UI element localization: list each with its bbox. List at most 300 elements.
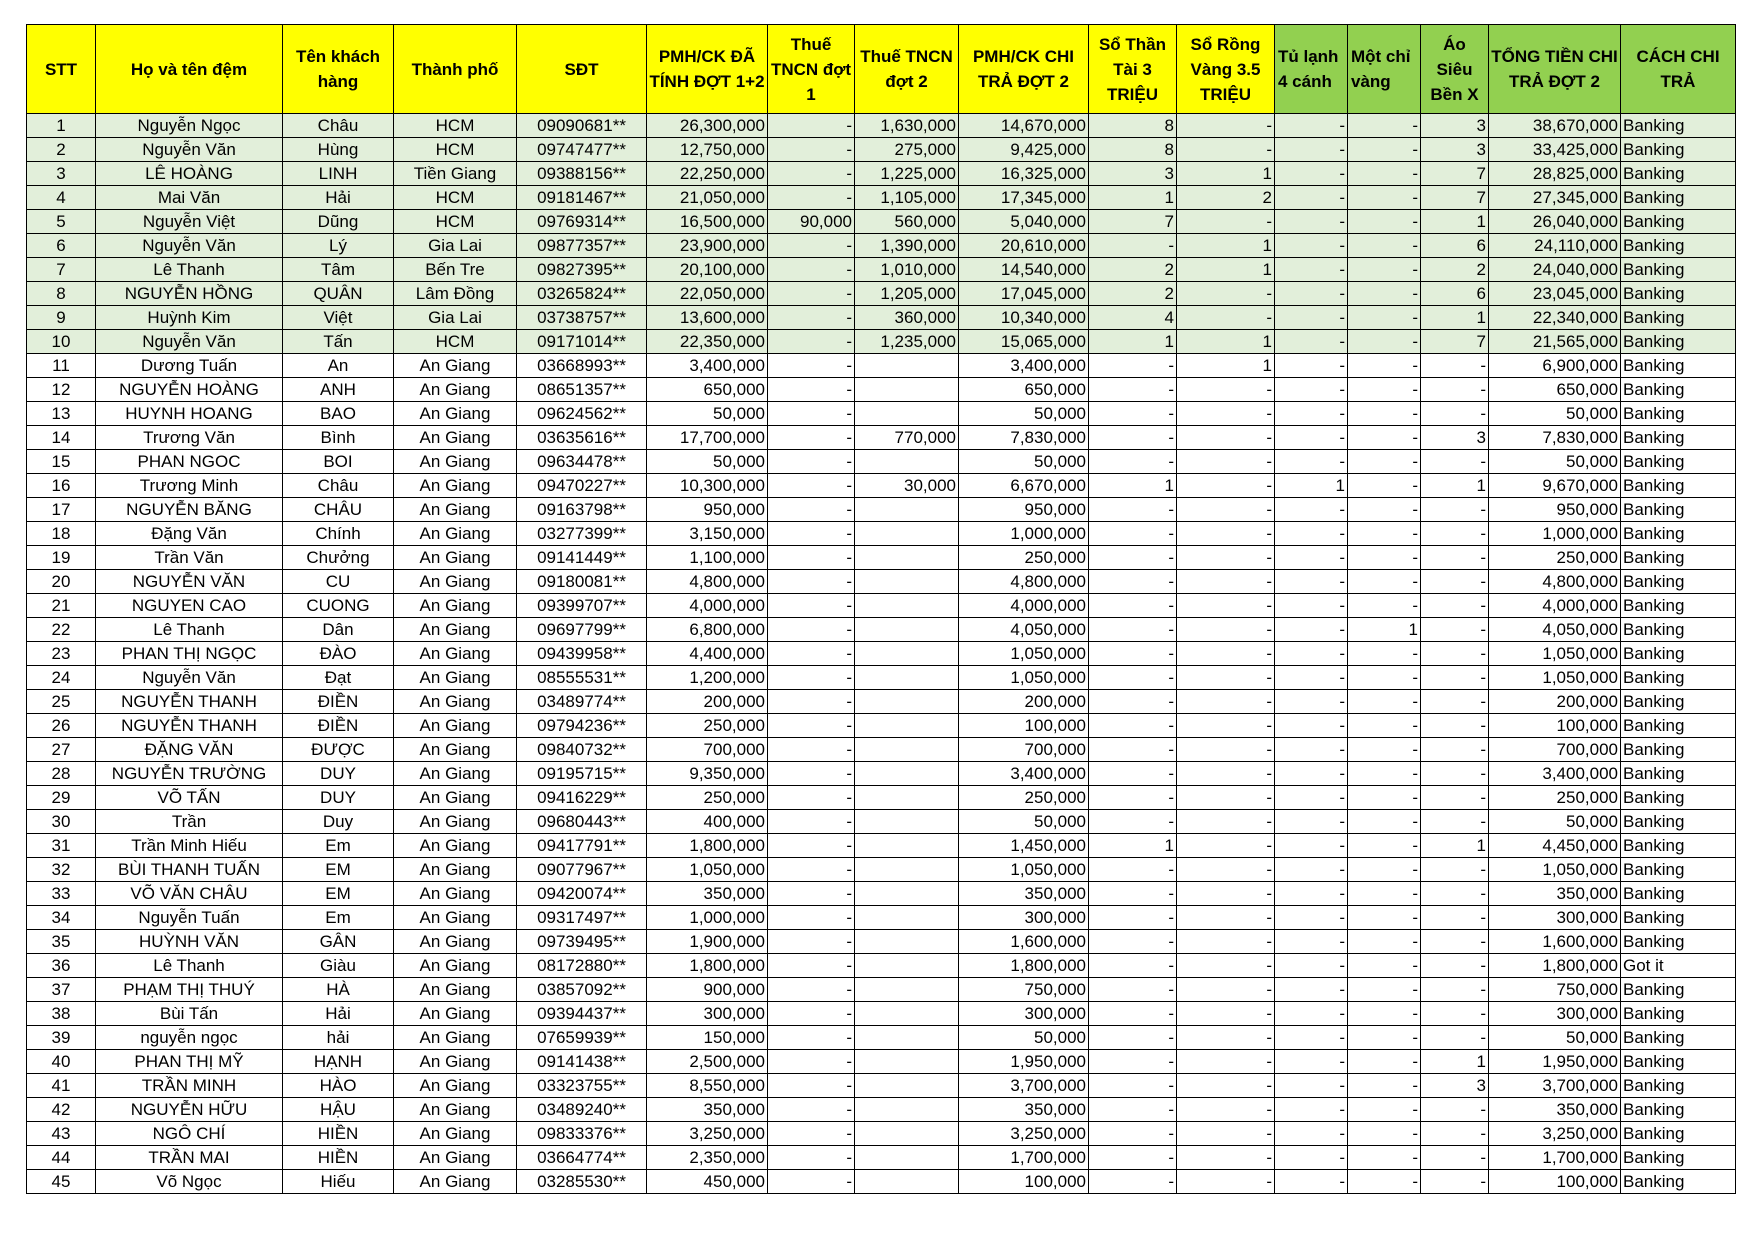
cell-than-tai-book: - [1089, 1146, 1177, 1170]
cell-middle-name: VÕ TẤN [96, 786, 283, 810]
cell-stt: 29 [27, 786, 96, 810]
cell-stt: 44 [27, 1146, 96, 1170]
cell-phone: 09794236** [517, 714, 647, 738]
cell-voucher-total: 1,800,000 [647, 834, 768, 858]
col-header-gold: Một chỉ vàng [1348, 25, 1421, 114]
cell-phone: 03323755** [517, 1074, 647, 1098]
cell-phone: 03857092** [517, 978, 647, 1002]
cell-shirt: 1 [1421, 474, 1489, 498]
cell-phone: 09090681** [517, 114, 647, 138]
cell-rong-vang-book: - [1177, 1098, 1275, 1122]
cell-voucher-round-2: 20,610,000 [959, 234, 1089, 258]
cell-middle-name: NGUYỄN TRƯỜNG [96, 762, 283, 786]
cell-rong-vang-book: - [1177, 738, 1275, 762]
cell-payment-method: Banking [1621, 474, 1736, 498]
cell-total-payout: 350,000 [1489, 1098, 1621, 1122]
cell-customer-name: DUY [283, 786, 394, 810]
cell-shirt: 7 [1421, 186, 1489, 210]
cell-tax-round-1: - [768, 954, 855, 978]
cell-city: An Giang [394, 426, 517, 450]
cell-payment-method: Banking [1621, 1170, 1736, 1194]
cell-shirt: - [1421, 522, 1489, 546]
cell-rong-vang-book: - [1177, 690, 1275, 714]
cell-shirt: 7 [1421, 162, 1489, 186]
cell-voucher-round-2: 250,000 [959, 786, 1089, 810]
customer-payout-table [26, 24, 1736, 1194]
table-row [27, 138, 1736, 162]
cell-tax-round-1: - [768, 426, 855, 450]
table-row [27, 306, 1736, 330]
cell-voucher-round-2: 15,065,000 [959, 330, 1089, 354]
cell-shirt: - [1421, 1146, 1489, 1170]
cell-payment-method: Banking [1621, 666, 1736, 690]
cell-shirt: 6 [1421, 282, 1489, 306]
cell-total-payout: 200,000 [1489, 690, 1621, 714]
table-row [27, 114, 1736, 138]
cell-customer-name: HÀO [283, 1074, 394, 1098]
cell-gold: - [1348, 378, 1421, 402]
cell-stt: 1 [27, 114, 96, 138]
cell-voucher-round-2: 50,000 [959, 450, 1089, 474]
cell-shirt: - [1421, 618, 1489, 642]
cell-voucher-total: 300,000 [647, 1002, 768, 1026]
cell-tax-round-2: 560,000 [855, 210, 959, 234]
cell-voucher-total: 20,100,000 [647, 258, 768, 282]
cell-tax-round-1: - [768, 282, 855, 306]
col-header-voucher-round-2: PMH/CK CHI TRẢ ĐỢT 2 [959, 25, 1089, 114]
cell-stt: 23 [27, 642, 96, 666]
cell-gold: - [1348, 210, 1421, 234]
cell-middle-name: Trần Văn [96, 546, 283, 570]
cell-tax-round-1: - [768, 186, 855, 210]
cell-voucher-total: 400,000 [647, 810, 768, 834]
cell-tax-round-2 [855, 378, 959, 402]
cell-voucher-total: 1,050,000 [647, 858, 768, 882]
cell-stt: 16 [27, 474, 96, 498]
cell-city: An Giang [394, 786, 517, 810]
cell-voucher-round-2: 350,000 [959, 882, 1089, 906]
cell-shirt: - [1421, 546, 1489, 570]
cell-gold: - [1348, 498, 1421, 522]
cell-phone: 09416229** [517, 786, 647, 810]
cell-fridge: - [1275, 1074, 1348, 1098]
cell-fridge: - [1275, 642, 1348, 666]
cell-stt: 37 [27, 978, 96, 1002]
cell-tax-round-2 [855, 1146, 959, 1170]
cell-stt: 12 [27, 378, 96, 402]
cell-rong-vang-book: - [1177, 522, 1275, 546]
cell-shirt: 1 [1421, 834, 1489, 858]
cell-phone: 09624562** [517, 402, 647, 426]
cell-stt: 15 [27, 450, 96, 474]
cell-tax-round-2 [855, 762, 959, 786]
table-row [27, 210, 1736, 234]
cell-tax-round-2 [855, 930, 959, 954]
cell-than-tai-book: - [1089, 930, 1177, 954]
cell-phone: 08651357** [517, 378, 647, 402]
cell-middle-name: VÕ VĂN CHÂU [96, 882, 283, 906]
cell-stt: 28 [27, 762, 96, 786]
cell-gold: - [1348, 546, 1421, 570]
cell-tax-round-2 [855, 1002, 959, 1026]
cell-stt: 43 [27, 1122, 96, 1146]
cell-shirt: 1 [1421, 1050, 1489, 1074]
cell-total-payout: 300,000 [1489, 1002, 1621, 1026]
cell-rong-vang-book: 2 [1177, 186, 1275, 210]
cell-tax-round-1: - [768, 330, 855, 354]
cell-stt: 25 [27, 690, 96, 714]
cell-payment-method: Banking [1621, 114, 1736, 138]
cell-rong-vang-book: - [1177, 642, 1275, 666]
table-row [27, 426, 1736, 450]
cell-fridge: - [1275, 786, 1348, 810]
cell-city: An Giang [394, 498, 517, 522]
cell-phone: 09680443** [517, 810, 647, 834]
cell-rong-vang-book: 1 [1177, 162, 1275, 186]
cell-rong-vang-book: - [1177, 570, 1275, 594]
cell-middle-name: PHAN NGOC [96, 450, 283, 474]
cell-total-payout: 300,000 [1489, 906, 1621, 930]
cell-total-payout: 950,000 [1489, 498, 1621, 522]
cell-middle-name: Nguyễn Văn [96, 666, 283, 690]
cell-phone: 09077967** [517, 858, 647, 882]
cell-rong-vang-book: - [1177, 714, 1275, 738]
cell-tax-round-1: - [768, 642, 855, 666]
cell-voucher-round-2: 1,050,000 [959, 642, 1089, 666]
cell-customer-name: ANH [283, 378, 394, 402]
cell-gold: - [1348, 954, 1421, 978]
cell-fridge: - [1275, 114, 1348, 138]
cell-tax-round-2 [855, 858, 959, 882]
cell-tax-round-2 [855, 402, 959, 426]
cell-tax-round-1: - [768, 1170, 855, 1194]
cell-gold: - [1348, 138, 1421, 162]
cell-middle-name: Nguyễn Tuấn [96, 906, 283, 930]
cell-tax-round-1: - [768, 666, 855, 690]
cell-fridge: - [1275, 714, 1348, 738]
cell-middle-name: Nguyễn Việt [96, 210, 283, 234]
cell-customer-name: Em [283, 834, 394, 858]
cell-payment-method: Banking [1621, 834, 1736, 858]
cell-middle-name: Huỳnh Kim [96, 306, 283, 330]
table-row [27, 330, 1736, 354]
cell-gold: - [1348, 258, 1421, 282]
cell-gold: - [1348, 450, 1421, 474]
cell-shirt: 1 [1421, 210, 1489, 234]
cell-than-tai-book: - [1089, 354, 1177, 378]
cell-than-tai-book: - [1089, 498, 1177, 522]
cell-rong-vang-book: - [1177, 210, 1275, 234]
cell-gold: - [1348, 690, 1421, 714]
cell-fridge: - [1275, 402, 1348, 426]
cell-voucher-round-2: 3,250,000 [959, 1122, 1089, 1146]
cell-total-payout: 50,000 [1489, 810, 1621, 834]
table-row [27, 1074, 1736, 1098]
cell-gold: - [1348, 186, 1421, 210]
cell-customer-name: CU [283, 570, 394, 594]
cell-voucher-round-2: 1,600,000 [959, 930, 1089, 954]
cell-than-tai-book: - [1089, 402, 1177, 426]
cell-middle-name: nguyễn ngọc [96, 1026, 283, 1050]
cell-stt: 18 [27, 522, 96, 546]
cell-voucher-round-2: 50,000 [959, 402, 1089, 426]
cell-phone: 09840732** [517, 738, 647, 762]
cell-city: Lâm Đồng [394, 282, 517, 306]
cell-payment-method: Banking [1621, 594, 1736, 618]
cell-city: An Giang [394, 858, 517, 882]
cell-stt: 39 [27, 1026, 96, 1050]
cell-than-tai-book: - [1089, 546, 1177, 570]
cell-voucher-total: 12,750,000 [647, 138, 768, 162]
cell-tax-round-2: 1,010,000 [855, 258, 959, 282]
cell-middle-name: Đặng Văn [96, 522, 283, 546]
cell-fridge: - [1275, 450, 1348, 474]
cell-than-tai-book: 1 [1089, 474, 1177, 498]
cell-voucher-total: 3,150,000 [647, 522, 768, 546]
cell-phone: 09163798** [517, 498, 647, 522]
cell-middle-name: Trương Văn [96, 426, 283, 450]
cell-gold: - [1348, 738, 1421, 762]
table-row [27, 906, 1736, 930]
cell-phone: 09697799** [517, 618, 647, 642]
cell-gold: - [1348, 1098, 1421, 1122]
cell-gold: - [1348, 1074, 1421, 1098]
cell-than-tai-book: - [1089, 906, 1177, 930]
cell-shirt: - [1421, 402, 1489, 426]
cell-tax-round-2: 1,390,000 [855, 234, 959, 258]
cell-voucher-round-2: 3,400,000 [959, 762, 1089, 786]
cell-stt: 33 [27, 882, 96, 906]
table-row [27, 450, 1736, 474]
table-row [27, 618, 1736, 642]
cell-payment-method: Banking [1621, 186, 1736, 210]
cell-tax-round-2 [855, 1122, 959, 1146]
cell-total-payout: 1,050,000 [1489, 642, 1621, 666]
col-header-shirt: Áo Siêu Bền X [1421, 25, 1489, 114]
cell-phone: 08555531** [517, 666, 647, 690]
cell-voucher-total: 26,300,000 [647, 114, 768, 138]
cell-rong-vang-book: - [1177, 450, 1275, 474]
cell-phone: 03738757** [517, 306, 647, 330]
header-row [27, 25, 1736, 114]
cell-payment-method: Banking [1621, 690, 1736, 714]
cell-rong-vang-book: 1 [1177, 330, 1275, 354]
cell-gold: - [1348, 426, 1421, 450]
cell-tax-round-2: 1,225,000 [855, 162, 959, 186]
cell-rong-vang-book: - [1177, 282, 1275, 306]
cell-total-payout: 100,000 [1489, 714, 1621, 738]
cell-than-tai-book: - [1089, 1050, 1177, 1074]
cell-fridge: - [1275, 306, 1348, 330]
cell-total-payout: 250,000 [1489, 546, 1621, 570]
cell-fridge: - [1275, 858, 1348, 882]
cell-than-tai-book: - [1089, 426, 1177, 450]
cell-tax-round-1: - [768, 978, 855, 1002]
cell-voucher-total: 22,350,000 [647, 330, 768, 354]
cell-stt: 3 [27, 162, 96, 186]
cell-tax-round-1: - [768, 1098, 855, 1122]
cell-city: Bến Tre [394, 258, 517, 282]
cell-gold: - [1348, 306, 1421, 330]
cell-voucher-round-2: 300,000 [959, 906, 1089, 930]
cell-shirt: - [1421, 930, 1489, 954]
cell-customer-name: Tâm [283, 258, 394, 282]
cell-gold: 1 [1348, 618, 1421, 642]
cell-tax-round-1: - [768, 1026, 855, 1050]
table-row [27, 690, 1736, 714]
cell-than-tai-book: - [1089, 1074, 1177, 1098]
cell-stt: 34 [27, 906, 96, 930]
cell-voucher-round-2: 1,000,000 [959, 522, 1089, 546]
cell-shirt: - [1421, 786, 1489, 810]
cell-stt: 7 [27, 258, 96, 282]
cell-gold: - [1348, 1122, 1421, 1146]
cell-gold: - [1348, 1050, 1421, 1074]
cell-voucher-round-2: 250,000 [959, 546, 1089, 570]
col-header-tax-round-2: Thuế TNCN đợt 2 [855, 25, 959, 114]
cell-fridge: - [1275, 162, 1348, 186]
cell-stt: 19 [27, 546, 96, 570]
cell-tax-round-1: - [768, 810, 855, 834]
cell-voucher-round-2: 1,700,000 [959, 1146, 1089, 1170]
cell-phone: 09195715** [517, 762, 647, 786]
cell-voucher-round-2: 3,700,000 [959, 1074, 1089, 1098]
cell-tax-round-2 [855, 546, 959, 570]
cell-stt: 42 [27, 1098, 96, 1122]
table-row [27, 738, 1736, 762]
cell-voucher-total: 8,550,000 [647, 1074, 768, 1098]
cell-payment-method: Banking [1621, 378, 1736, 402]
cell-city: An Giang [394, 930, 517, 954]
cell-rong-vang-book: - [1177, 474, 1275, 498]
cell-voucher-round-2: 3,400,000 [959, 354, 1089, 378]
cell-voucher-total: 3,250,000 [647, 1122, 768, 1146]
cell-city: An Giang [394, 570, 517, 594]
cell-city: An Giang [394, 594, 517, 618]
table-row [27, 954, 1736, 978]
cell-total-payout: 23,045,000 [1489, 282, 1621, 306]
cell-voucher-round-2: 4,050,000 [959, 618, 1089, 642]
cell-middle-name: NGUYỄN HOÀNG [96, 378, 283, 402]
cell-payment-method: Banking [1621, 330, 1736, 354]
cell-payment-method: Banking [1621, 1122, 1736, 1146]
cell-middle-name: NGUYỄN HỒNG [96, 282, 283, 306]
cell-tax-round-2 [855, 1098, 959, 1122]
cell-fridge: - [1275, 1122, 1348, 1146]
cell-stt: 40 [27, 1050, 96, 1074]
table-row [27, 930, 1736, 954]
cell-customer-name: Dũng [283, 210, 394, 234]
cell-voucher-round-2: 16,325,000 [959, 162, 1089, 186]
cell-payment-method: Banking [1621, 570, 1736, 594]
cell-rong-vang-book: - [1177, 594, 1275, 618]
cell-rong-vang-book: - [1177, 546, 1275, 570]
cell-city: An Giang [394, 378, 517, 402]
cell-city: An Giang [394, 978, 517, 1002]
cell-voucher-round-2: 300,000 [959, 1002, 1089, 1026]
cell-voucher-total: 950,000 [647, 498, 768, 522]
cell-than-tai-book: - [1089, 1170, 1177, 1194]
cell-total-payout: 7,830,000 [1489, 426, 1621, 450]
cell-fridge: - [1275, 234, 1348, 258]
cell-city: HCM [394, 114, 517, 138]
cell-customer-name: HÀ [283, 978, 394, 1002]
col-header-voucher-total: PMH/CK ĐÃ TÍNH ĐỢT 1+2 [647, 25, 768, 114]
table-row [27, 666, 1736, 690]
cell-rong-vang-book: - [1177, 762, 1275, 786]
cell-shirt: - [1421, 570, 1489, 594]
cell-stt: 13 [27, 402, 96, 426]
cell-fridge: - [1275, 354, 1348, 378]
cell-voucher-total: 22,050,000 [647, 282, 768, 306]
table-row [27, 1002, 1736, 1026]
cell-middle-name: NGUYỄN VĂN [96, 570, 283, 594]
table-row [27, 1050, 1736, 1074]
cell-customer-name: Hải [283, 1002, 394, 1026]
cell-gold: - [1348, 834, 1421, 858]
cell-middle-name: Lê Thanh [96, 954, 283, 978]
col-header-customer-name: Tên khách hàng [283, 25, 394, 114]
cell-middle-name: Bùi Tấn [96, 1002, 283, 1026]
cell-customer-name: ĐIỀN [283, 714, 394, 738]
cell-fridge: - [1275, 954, 1348, 978]
col-header-payment-method: CÁCH CHI TRẢ [1621, 25, 1736, 114]
cell-customer-name: Châu [283, 474, 394, 498]
cell-phone: 09827395** [517, 258, 647, 282]
table-row [27, 834, 1736, 858]
cell-shirt: 2 [1421, 258, 1489, 282]
cell-fridge: - [1275, 834, 1348, 858]
cell-tax-round-2 [855, 1074, 959, 1098]
table-row [27, 762, 1736, 786]
cell-fridge: - [1275, 1146, 1348, 1170]
cell-phone: 03664774** [517, 1146, 647, 1170]
cell-gold: - [1348, 234, 1421, 258]
col-header-phone: SĐT [517, 25, 647, 114]
cell-middle-name: ĐẶNG VĂN [96, 738, 283, 762]
col-header-middle-name: Họ và tên đệm [96, 25, 283, 114]
cell-fridge: - [1275, 570, 1348, 594]
cell-fridge: - [1275, 594, 1348, 618]
cell-payment-method: Banking [1621, 450, 1736, 474]
cell-city: An Giang [394, 1074, 517, 1098]
cell-customer-name: QUÂN [283, 282, 394, 306]
cell-gold: - [1348, 1002, 1421, 1026]
cell-voucher-total: 650,000 [647, 378, 768, 402]
cell-voucher-total: 200,000 [647, 690, 768, 714]
cell-customer-name: ĐÀO [283, 642, 394, 666]
cell-customer-name: ĐƯỢC [283, 738, 394, 762]
cell-city: An Giang [394, 738, 517, 762]
cell-stt: 45 [27, 1170, 96, 1194]
table-row [27, 786, 1736, 810]
cell-voucher-total: 16,500,000 [647, 210, 768, 234]
col-header-tax-round-1: Thuế TNCN đợt 1 [768, 25, 855, 114]
cell-fridge: - [1275, 618, 1348, 642]
col-header-than-tai-book: Sổ Thần Tài 3 TRIỆU [1089, 25, 1177, 114]
cell-customer-name: Chính [283, 522, 394, 546]
cell-customer-name: Tấn [283, 330, 394, 354]
cell-rong-vang-book: - [1177, 978, 1275, 1002]
cell-payment-method: Got it [1621, 954, 1736, 978]
cell-voucher-total: 9,350,000 [647, 762, 768, 786]
cell-tax-round-1: - [768, 834, 855, 858]
cell-voucher-round-2: 950,000 [959, 498, 1089, 522]
table-row [27, 186, 1736, 210]
cell-stt: 31 [27, 834, 96, 858]
cell-fridge: - [1275, 1170, 1348, 1194]
cell-shirt: 7 [1421, 330, 1489, 354]
